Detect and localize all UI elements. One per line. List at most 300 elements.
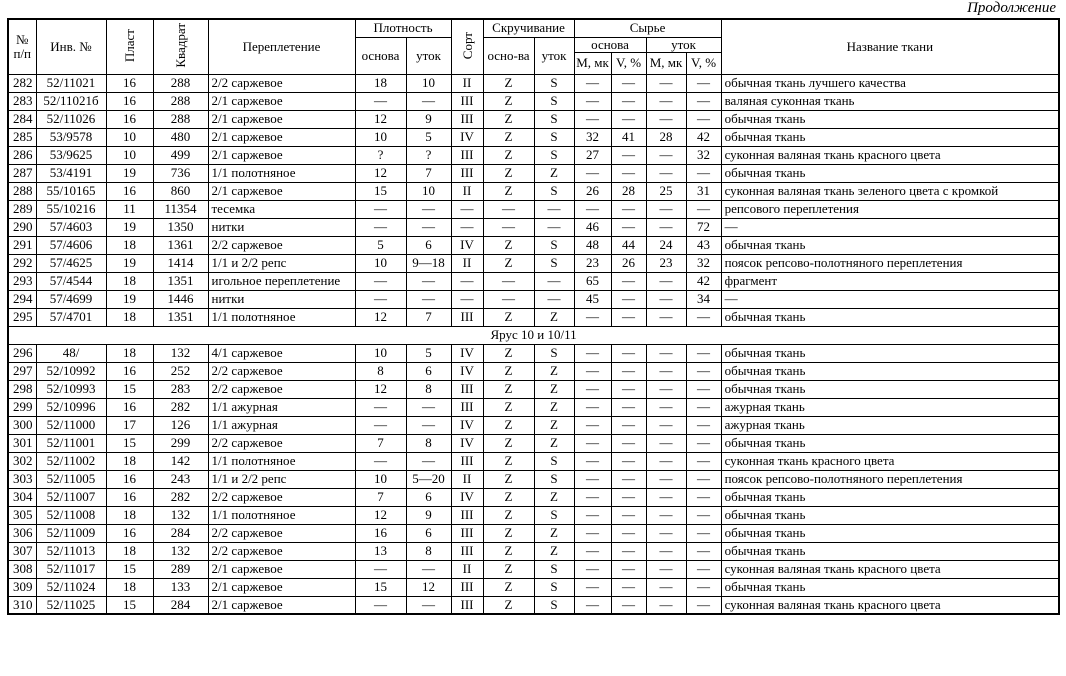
- cell-twist-weft: Z: [534, 524, 574, 542]
- cell-raw-weft-v: 32: [686, 146, 721, 164]
- cell-density-weft: 12: [406, 578, 451, 596]
- cell-twist-weft: S: [534, 596, 574, 614]
- cell-raw-weft-v: —: [686, 506, 721, 524]
- cell-weave: 1/1 полотняное: [208, 506, 355, 524]
- cell-density-weft: 9—18: [406, 254, 451, 272]
- cell-twist-warp: —: [483, 290, 534, 308]
- cell-twist-weft: Z: [534, 380, 574, 398]
- table-row: [8, 398, 1059, 416]
- cell-density-weft: —: [406, 218, 451, 236]
- cell-square: 480: [153, 128, 208, 146]
- cell-density-weft: 8: [406, 380, 451, 398]
- cell-raw-weft-m: —: [646, 146, 686, 164]
- cell-weave: 2/1 саржевое: [208, 182, 355, 200]
- cell-twist-warp: Z: [483, 164, 534, 182]
- cell-twist-warp: Z: [483, 578, 534, 596]
- table-row: [8, 362, 1059, 380]
- cell-fabric-name: валяная суконная ткань: [721, 92, 1059, 110]
- cell-layer: 17: [106, 416, 153, 434]
- cell-raw-weft-m: —: [646, 488, 686, 506]
- cell-layer: 10: [106, 146, 153, 164]
- cell-twist-weft: —: [534, 218, 574, 236]
- cell-twist-weft: S: [534, 128, 574, 146]
- cell-fabric-name: обычная ткань: [721, 236, 1059, 254]
- cell-square: 284: [153, 596, 208, 614]
- cell-twist-warp: Z: [483, 524, 534, 542]
- col-header-raw-weft-v: V, %: [686, 52, 721, 74]
- cell-inv-no: 52/10992: [36, 362, 106, 380]
- cell-raw-warp-v: —: [611, 74, 646, 92]
- table-row: [8, 110, 1059, 128]
- cell-twist-weft: S: [534, 560, 574, 578]
- section-header-row: [8, 326, 1059, 344]
- cell-grade: III: [451, 506, 483, 524]
- cell-layer: 11: [106, 200, 153, 218]
- cell-raw-weft-m: —: [646, 200, 686, 218]
- cell-grade: III: [451, 164, 483, 182]
- cell-twist-warp: Z: [483, 542, 534, 560]
- col-header-density-weft: уток: [406, 37, 451, 74]
- cell-density-warp: 16: [355, 524, 406, 542]
- cell-density-warp: —: [355, 398, 406, 416]
- cell-raw-warp-v: —: [611, 362, 646, 380]
- cell-layer: 16: [106, 110, 153, 128]
- cell-layer: 16: [106, 524, 153, 542]
- cell-density-warp: 10: [355, 128, 406, 146]
- col-header-raw-weft-m: М, мк: [646, 52, 686, 74]
- col-group-twist: Скручивание: [483, 19, 574, 37]
- cell-layer: 15: [106, 596, 153, 614]
- cell-twist-warp: Z: [483, 380, 534, 398]
- cell-layer: 16: [106, 74, 153, 92]
- cell-density-warp: 12: [355, 308, 406, 326]
- cell-grade: III: [451, 92, 483, 110]
- cell-twist-weft: S: [534, 236, 574, 254]
- cell-twist-warp: Z: [483, 560, 534, 578]
- cell-square: 11354: [153, 200, 208, 218]
- cell-density-weft: —: [406, 200, 451, 218]
- cell-density-weft: —: [406, 452, 451, 470]
- cell-twist-warp: Z: [483, 506, 534, 524]
- cell-raw-warp-m: —: [574, 578, 611, 596]
- cell-density-weft: —: [406, 560, 451, 578]
- cell-num: 293: [8, 272, 36, 290]
- cell-raw-warp-v: —: [611, 272, 646, 290]
- cell-raw-weft-v: —: [686, 308, 721, 326]
- cell-twist-warp: Z: [483, 92, 534, 110]
- cell-fabric-name: ажурная ткань: [721, 416, 1059, 434]
- textile-catalog-table: [7, 18, 1060, 615]
- cell-twist-warp: Z: [483, 146, 534, 164]
- cell-grade: IV: [451, 362, 483, 380]
- cell-square: 132: [153, 506, 208, 524]
- cell-layer: 16: [106, 92, 153, 110]
- cell-square: 499: [153, 146, 208, 164]
- cell-num: 300: [8, 416, 36, 434]
- table-row: [8, 380, 1059, 398]
- cell-inv-no: 57/4625: [36, 254, 106, 272]
- cell-raw-warp-v: —: [611, 218, 646, 236]
- cell-inv-no: 52/11021б: [36, 92, 106, 110]
- cell-raw-warp-m: —: [574, 164, 611, 182]
- cell-raw-weft-v: 31: [686, 182, 721, 200]
- cell-num: 303: [8, 470, 36, 488]
- cell-twist-weft: Z: [534, 398, 574, 416]
- cell-square: 132: [153, 542, 208, 560]
- cell-layer: 18: [106, 236, 153, 254]
- cell-raw-warp-v: 26: [611, 254, 646, 272]
- cell-layer: 18: [106, 452, 153, 470]
- table-row: [8, 452, 1059, 470]
- cell-twist-warp: Z: [483, 362, 534, 380]
- cell-density-warp: 10: [355, 344, 406, 362]
- cell-inv-no: 57/4603: [36, 218, 106, 236]
- cell-weave: 2/1 саржевое: [208, 146, 355, 164]
- cell-density-weft: 5—20: [406, 470, 451, 488]
- cell-twist-warp: Z: [483, 74, 534, 92]
- cell-twist-weft: Z: [534, 308, 574, 326]
- cell-density-weft: —: [406, 596, 451, 614]
- col-header-weave: Переплетение: [208, 19, 355, 74]
- cell-raw-warp-m: —: [574, 596, 611, 614]
- cell-layer: 18: [106, 506, 153, 524]
- cell-num: 283: [8, 92, 36, 110]
- cell-raw-warp-m: 27: [574, 146, 611, 164]
- cell-square: 288: [153, 74, 208, 92]
- cell-density-warp: —: [355, 272, 406, 290]
- cell-density-warp: 12: [355, 110, 406, 128]
- cell-square: 1361: [153, 236, 208, 254]
- cell-twist-warp: —: [483, 200, 534, 218]
- cell-fabric-name: обычная ткань: [721, 506, 1059, 524]
- cell-num: 294: [8, 290, 36, 308]
- cell-twist-warp: —: [483, 272, 534, 290]
- cell-density-weft: —: [406, 416, 451, 434]
- cell-weave: нитки: [208, 218, 355, 236]
- cell-raw-weft-m: 23: [646, 254, 686, 272]
- cell-num: 289: [8, 200, 36, 218]
- cell-square: 282: [153, 488, 208, 506]
- cell-inv-no: 57/4699: [36, 290, 106, 308]
- cell-square: 282: [153, 398, 208, 416]
- cell-raw-weft-v: —: [686, 452, 721, 470]
- table-row: [8, 488, 1059, 506]
- table-row: [8, 596, 1059, 614]
- col-group-raw: Сырье: [574, 19, 721, 37]
- cell-raw-warp-v: —: [611, 164, 646, 182]
- table-row: [8, 506, 1059, 524]
- cell-num: 307: [8, 542, 36, 560]
- cell-square: 288: [153, 92, 208, 110]
- cell-raw-weft-v: 42: [686, 128, 721, 146]
- cell-raw-weft-v: 32: [686, 254, 721, 272]
- cell-num: 286: [8, 146, 36, 164]
- cell-weave: 2/1 саржевое: [208, 128, 355, 146]
- cell-raw-weft-v: —: [686, 110, 721, 128]
- cell-density-weft: —: [406, 398, 451, 416]
- cell-square: 132: [153, 344, 208, 362]
- cell-raw-weft-v: —: [686, 344, 721, 362]
- cell-density-weft: 5: [406, 344, 451, 362]
- cell-density-warp: ?: [355, 146, 406, 164]
- cell-density-warp: 15: [355, 578, 406, 596]
- table-row: [8, 218, 1059, 236]
- cell-raw-weft-m: —: [646, 452, 686, 470]
- table-row: [8, 254, 1059, 272]
- table-row: [8, 524, 1059, 542]
- cell-inv-no: 55/10216: [36, 200, 106, 218]
- cell-raw-warp-m: —: [574, 398, 611, 416]
- cell-inv-no: 52/11013: [36, 542, 106, 560]
- cell-raw-warp-m: —: [574, 362, 611, 380]
- table-row: [8, 308, 1059, 326]
- cell-inv-no: 53/9625: [36, 146, 106, 164]
- cell-raw-weft-v: 43: [686, 236, 721, 254]
- cell-fabric-name: обычная ткань: [721, 128, 1059, 146]
- table-row: [8, 290, 1059, 308]
- cell-inv-no: 52/11021: [36, 74, 106, 92]
- cell-num: 301: [8, 434, 36, 452]
- cell-inv-no: 52/11008: [36, 506, 106, 524]
- cell-inv-no: 52/11024: [36, 578, 106, 596]
- cell-raw-weft-v: —: [686, 542, 721, 560]
- cell-raw-warp-m: —: [574, 92, 611, 110]
- cell-raw-warp-v: —: [611, 524, 646, 542]
- cell-raw-weft-m: —: [646, 164, 686, 182]
- cell-num: 302: [8, 452, 36, 470]
- cell-inv-no: 52/11005: [36, 470, 106, 488]
- cell-density-warp: —: [355, 218, 406, 236]
- cell-inv-no: 52/10996: [36, 398, 106, 416]
- cell-layer: 19: [106, 254, 153, 272]
- cell-raw-warp-m: —: [574, 560, 611, 578]
- cell-weave: 2/2 саржевое: [208, 524, 355, 542]
- cell-twist-warp: Z: [483, 416, 534, 434]
- cell-raw-weft-v: —: [686, 470, 721, 488]
- cell-grade: III: [451, 452, 483, 470]
- cell-raw-warp-v: —: [611, 110, 646, 128]
- cell-weave: 2/2 саржевое: [208, 488, 355, 506]
- cell-grade: —: [451, 290, 483, 308]
- cell-raw-weft-m: —: [646, 74, 686, 92]
- cell-inv-no: 57/4544: [36, 272, 106, 290]
- cell-weave: 1/1 ажурная: [208, 398, 355, 416]
- cell-raw-warp-m: 32: [574, 128, 611, 146]
- table-row: [8, 74, 1059, 92]
- cell-raw-weft-m: —: [646, 110, 686, 128]
- cell-twist-warp: Z: [483, 452, 534, 470]
- cell-raw-warp-m: —: [574, 434, 611, 452]
- cell-num: 310: [8, 596, 36, 614]
- cell-density-warp: —: [355, 92, 406, 110]
- cell-twist-weft: Z: [534, 362, 574, 380]
- cell-twist-weft: Z: [534, 488, 574, 506]
- cell-raw-weft-v: —: [686, 362, 721, 380]
- cell-twist-warp: —: [483, 218, 534, 236]
- cell-square: 288: [153, 110, 208, 128]
- cell-twist-weft: S: [534, 578, 574, 596]
- cell-layer: 19: [106, 164, 153, 182]
- cell-fabric-name: суконная валяная ткань красного цвета: [721, 560, 1059, 578]
- cell-density-weft: —: [406, 92, 451, 110]
- cell-twist-warp: Z: [483, 236, 534, 254]
- cell-grade: —: [451, 218, 483, 236]
- cell-density-warp: 7: [355, 434, 406, 452]
- cell-fabric-name: обычная ткань: [721, 524, 1059, 542]
- cell-grade: IV: [451, 488, 483, 506]
- cell-layer: 19: [106, 290, 153, 308]
- cell-inv-no: 52/11007: [36, 488, 106, 506]
- cell-num: 306: [8, 524, 36, 542]
- cell-square: 1446: [153, 290, 208, 308]
- cell-density-warp: 18: [355, 74, 406, 92]
- cell-fabric-name: обычная ткань: [721, 362, 1059, 380]
- cell-density-warp: 10: [355, 470, 406, 488]
- cell-twist-warp: Z: [483, 110, 534, 128]
- cell-num: 304: [8, 488, 36, 506]
- table-row: [8, 236, 1059, 254]
- cell-fabric-name: обычная ткань лучшего качества: [721, 74, 1059, 92]
- cell-layer: 15: [106, 560, 153, 578]
- cell-num: 298: [8, 380, 36, 398]
- cell-grade: III: [451, 380, 483, 398]
- cell-raw-warp-v: 44: [611, 236, 646, 254]
- cell-weave: 1/1 полотняное: [208, 164, 355, 182]
- col-header-layer: Пласт: [106, 19, 153, 74]
- cell-fabric-name: репсового переплетения: [721, 200, 1059, 218]
- cell-raw-weft-m: —: [646, 218, 686, 236]
- cell-raw-warp-m: 45: [574, 290, 611, 308]
- col-header-inv: Инв. №: [36, 19, 106, 74]
- cell-twist-weft: Z: [534, 164, 574, 182]
- cell-raw-weft-m: —: [646, 470, 686, 488]
- cell-raw-weft-v: —: [686, 380, 721, 398]
- cell-fabric-name: фрагмент: [721, 272, 1059, 290]
- cell-raw-weft-v: —: [686, 578, 721, 596]
- col-header-density-warp: основа: [355, 37, 406, 74]
- cell-raw-warp-v: —: [611, 290, 646, 308]
- cell-twist-warp: Z: [483, 128, 534, 146]
- cell-inv-no: 52/11017: [36, 560, 106, 578]
- cell-raw-weft-v: —: [686, 560, 721, 578]
- cell-raw-warp-v: —: [611, 308, 646, 326]
- cell-raw-warp-v: —: [611, 560, 646, 578]
- cell-density-weft: 10: [406, 74, 451, 92]
- cell-density-weft: 9: [406, 506, 451, 524]
- cell-raw-warp-m: 23: [574, 254, 611, 272]
- cell-layer: 16: [106, 398, 153, 416]
- cell-raw-weft-m: —: [646, 308, 686, 326]
- cell-raw-warp-v: —: [611, 488, 646, 506]
- cell-weave: 1/1 и 2/2 репс: [208, 254, 355, 272]
- cell-grade: III: [451, 596, 483, 614]
- cell-density-warp: —: [355, 200, 406, 218]
- cell-inv-no: 52/11000: [36, 416, 106, 434]
- cell-density-weft: 6: [406, 362, 451, 380]
- cell-num: 292: [8, 254, 36, 272]
- cell-density-warp: —: [355, 596, 406, 614]
- cell-raw-weft-m: 28: [646, 128, 686, 146]
- cell-square: 289: [153, 560, 208, 578]
- col-group-raw-warp: основа: [574, 37, 646, 52]
- cell-density-weft: 8: [406, 542, 451, 560]
- cell-fabric-name: суконная валяная ткань красного цвета: [721, 596, 1059, 614]
- cell-raw-weft-m: —: [646, 362, 686, 380]
- cell-density-weft: —: [406, 290, 451, 308]
- cell-grade: IV: [451, 236, 483, 254]
- cell-twist-weft: S: [534, 452, 574, 470]
- cell-num: 290: [8, 218, 36, 236]
- cell-raw-warp-m: —: [574, 416, 611, 434]
- cell-grade: IV: [451, 128, 483, 146]
- cell-raw-warp-v: 41: [611, 128, 646, 146]
- table-row: [8, 578, 1059, 596]
- cell-square: 1351: [153, 272, 208, 290]
- section-title: Ярус 10 и 10/11: [8, 326, 1059, 344]
- cell-raw-weft-m: —: [646, 416, 686, 434]
- cell-grade: II: [451, 182, 483, 200]
- cell-raw-warp-m: —: [574, 470, 611, 488]
- cell-grade: IV: [451, 344, 483, 362]
- cell-raw-weft-m: —: [646, 398, 686, 416]
- cell-density-weft: 8: [406, 434, 451, 452]
- cell-weave: 1/1 и 2/2 репс: [208, 470, 355, 488]
- cell-layer: 16: [106, 362, 153, 380]
- cell-num: 288: [8, 182, 36, 200]
- cell-density-warp: 15: [355, 182, 406, 200]
- cell-twist-warp: Z: [483, 344, 534, 362]
- cell-twist-warp: Z: [483, 308, 534, 326]
- cell-density-warp: 5: [355, 236, 406, 254]
- cell-raw-warp-v: —: [611, 434, 646, 452]
- cell-weave: 1/1 ажурная: [208, 416, 355, 434]
- cell-inv-no: 53/9578: [36, 128, 106, 146]
- cell-fabric-name: —: [721, 290, 1059, 308]
- cell-raw-weft-m: —: [646, 506, 686, 524]
- cell-raw-weft-v: 34: [686, 290, 721, 308]
- cell-num: 297: [8, 362, 36, 380]
- cell-inv-no: 52/11009: [36, 524, 106, 542]
- cell-layer: 18: [106, 542, 153, 560]
- cell-density-warp: 8: [355, 362, 406, 380]
- cell-twist-weft: Z: [534, 434, 574, 452]
- cell-density-warp: —: [355, 560, 406, 578]
- cell-square: 284: [153, 524, 208, 542]
- cell-raw-weft-v: —: [686, 92, 721, 110]
- cell-grade: III: [451, 542, 483, 560]
- cell-raw-warp-v: —: [611, 380, 646, 398]
- cell-layer: 18: [106, 578, 153, 596]
- cell-twist-warp: Z: [483, 182, 534, 200]
- cell-raw-warp-v: —: [611, 344, 646, 362]
- cell-raw-warp-m: 48: [574, 236, 611, 254]
- cell-layer: 10: [106, 128, 153, 146]
- cell-raw-weft-m: —: [646, 560, 686, 578]
- cell-square: 243: [153, 470, 208, 488]
- table-row: [8, 542, 1059, 560]
- cell-raw-warp-m: —: [574, 380, 611, 398]
- cell-grade: IV: [451, 416, 483, 434]
- col-header-twist-weft: уток: [534, 37, 574, 74]
- cell-raw-warp-m: —: [574, 308, 611, 326]
- cell-twist-weft: S: [534, 182, 574, 200]
- cell-grade: II: [451, 560, 483, 578]
- col-group-raw-weft: уток: [646, 37, 721, 52]
- cell-inv-no: 57/4701: [36, 308, 106, 326]
- cell-fabric-name: обычная ткань: [721, 344, 1059, 362]
- cell-fabric-name: обычная ткань: [721, 542, 1059, 560]
- cell-weave: игольное переплетение: [208, 272, 355, 290]
